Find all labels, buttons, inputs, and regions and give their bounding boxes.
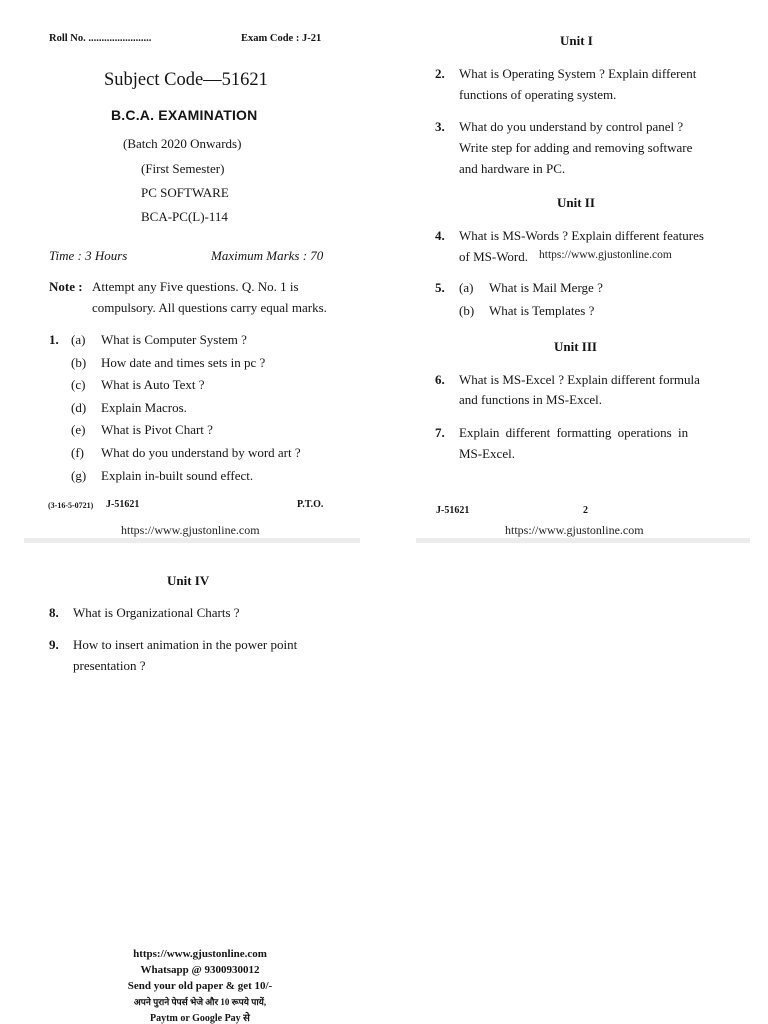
paper-code: BCA-PC(L)-114 <box>141 209 228 224</box>
maximum-marks: Maximum Marks : 70 <box>211 248 324 263</box>
question-part-text: Explain in-built sound effect. <box>101 468 254 483</box>
question-number: 1. <box>49 332 59 347</box>
exam-code: Exam Code : J-21 <box>241 33 322 44</box>
semester: (First Semester) <box>141 161 225 176</box>
question-part-label: (b) <box>459 303 475 318</box>
note-label: Note : <box>49 279 83 294</box>
question-text: What is Operating System ? Explain different <box>459 66 697 81</box>
roll-number: Roll No. ........................ <box>49 33 152 44</box>
question-text: and functions in MS-Excel. <box>459 392 602 407</box>
question-part-label: (f) <box>71 445 84 460</box>
question-number: 6. <box>435 372 445 387</box>
footer-paper-code: J-51621 <box>436 505 470 516</box>
question-number: 9. <box>49 637 59 652</box>
question-text: presentation ? <box>73 658 146 673</box>
question-text: How to insert animation in the power point <box>73 637 298 652</box>
promo-offer-hindi: अपने पुराने पेपर्स भेजे और 10 रूपये पायें, <box>133 997 267 1007</box>
site-url-watermark[interactable]: https://www.gjustonline.com <box>505 523 644 537</box>
question-part-text: What is Pivot Chart ? <box>101 422 213 437</box>
question-text: What is Organizational Charts ? <box>73 605 240 620</box>
note-text-line-2: compulsory. All questions carry equal marks. <box>92 300 327 315</box>
question-part-text: What do you understand by word art ? <box>101 445 301 460</box>
promo-offer: Send your old paper & get 10/- <box>127 980 273 992</box>
unit-heading: Unit I <box>560 33 593 48</box>
promo-url[interactable]: https://www.gjustonline.com <box>133 948 267 960</box>
unit-heading: Unit IV <box>167 573 210 588</box>
page-gap-strip <box>24 538 360 543</box>
question-number: 7. <box>435 425 445 440</box>
question-part-label: (b) <box>71 355 87 370</box>
page-gap-strip <box>416 538 750 543</box>
footer-paper-code: J-51621 <box>106 499 140 510</box>
question-part-label: (e) <box>71 422 86 437</box>
question-part-text: What is Computer System ? <box>101 332 247 347</box>
question-part-label: (a) <box>71 332 86 347</box>
question-number: 5. <box>435 280 445 295</box>
site-url-watermark[interactable]: https://www.gjustonline.com <box>539 249 672 261</box>
question-part-label: (a) <box>459 280 474 295</box>
question-text: functions of operating system. <box>459 87 617 102</box>
question-text: Explain different formatting operations in <box>459 425 689 440</box>
question-text: of MS-Word. <box>459 249 529 264</box>
question-text: What do you understand by control panel ? <box>459 119 684 134</box>
promo-whatsapp: Whatsapp @ 9300930012 <box>140 964 260 976</box>
question-number: 4. <box>435 228 445 243</box>
question-number: 8. <box>49 605 59 620</box>
exam-title: B.C.A. EXAMINATION <box>111 107 258 123</box>
batch: (Batch 2020 Onwards) <box>123 136 242 151</box>
footer-page-number: 2 <box>583 505 588 516</box>
question-text: and hardware in PC. <box>459 161 566 176</box>
question-text: Write step for adding and removing software <box>459 140 693 155</box>
question-number: 3. <box>435 119 445 134</box>
promo-payment: Paytm or Google Pay से <box>150 1013 250 1024</box>
footer-print-code: (3-16-5-0721) <box>48 501 94 510</box>
site-url-watermark[interactable]: https://www.gjustonline.com <box>121 523 260 537</box>
paper-name: PC SOFTWARE <box>141 185 229 200</box>
question-number: 2. <box>435 66 445 81</box>
question-part-label: (g) <box>71 468 87 483</box>
subject-code: Subject Code—51621 <box>104 70 268 90</box>
unit-heading: Unit II <box>557 195 595 210</box>
footer-pto: P.T.O. <box>297 499 324 510</box>
question-part-text: What is Mail Merge ? <box>489 280 603 295</box>
question-part-text: How date and times sets in pc ? <box>101 355 266 370</box>
time-allowed: Time : 3 Hours <box>49 248 128 263</box>
question-part-label: (c) <box>71 377 86 392</box>
unit-heading: Unit III <box>554 339 597 354</box>
note-text-line-1: Attempt any Five questions. Q. No. 1 is <box>92 279 299 294</box>
question-part-text: What is Templates ? <box>489 303 595 318</box>
question-part-text: Explain Macros. <box>101 400 187 415</box>
question-part-text: What is Auto Text ? <box>101 377 205 392</box>
question-text: What is MS-Words ? Explain different features <box>459 228 704 243</box>
question-text: What is MS-Excel ? Explain different formula <box>459 372 700 387</box>
question-text: MS-Excel. <box>459 446 515 461</box>
question-part-label: (d) <box>71 400 87 415</box>
